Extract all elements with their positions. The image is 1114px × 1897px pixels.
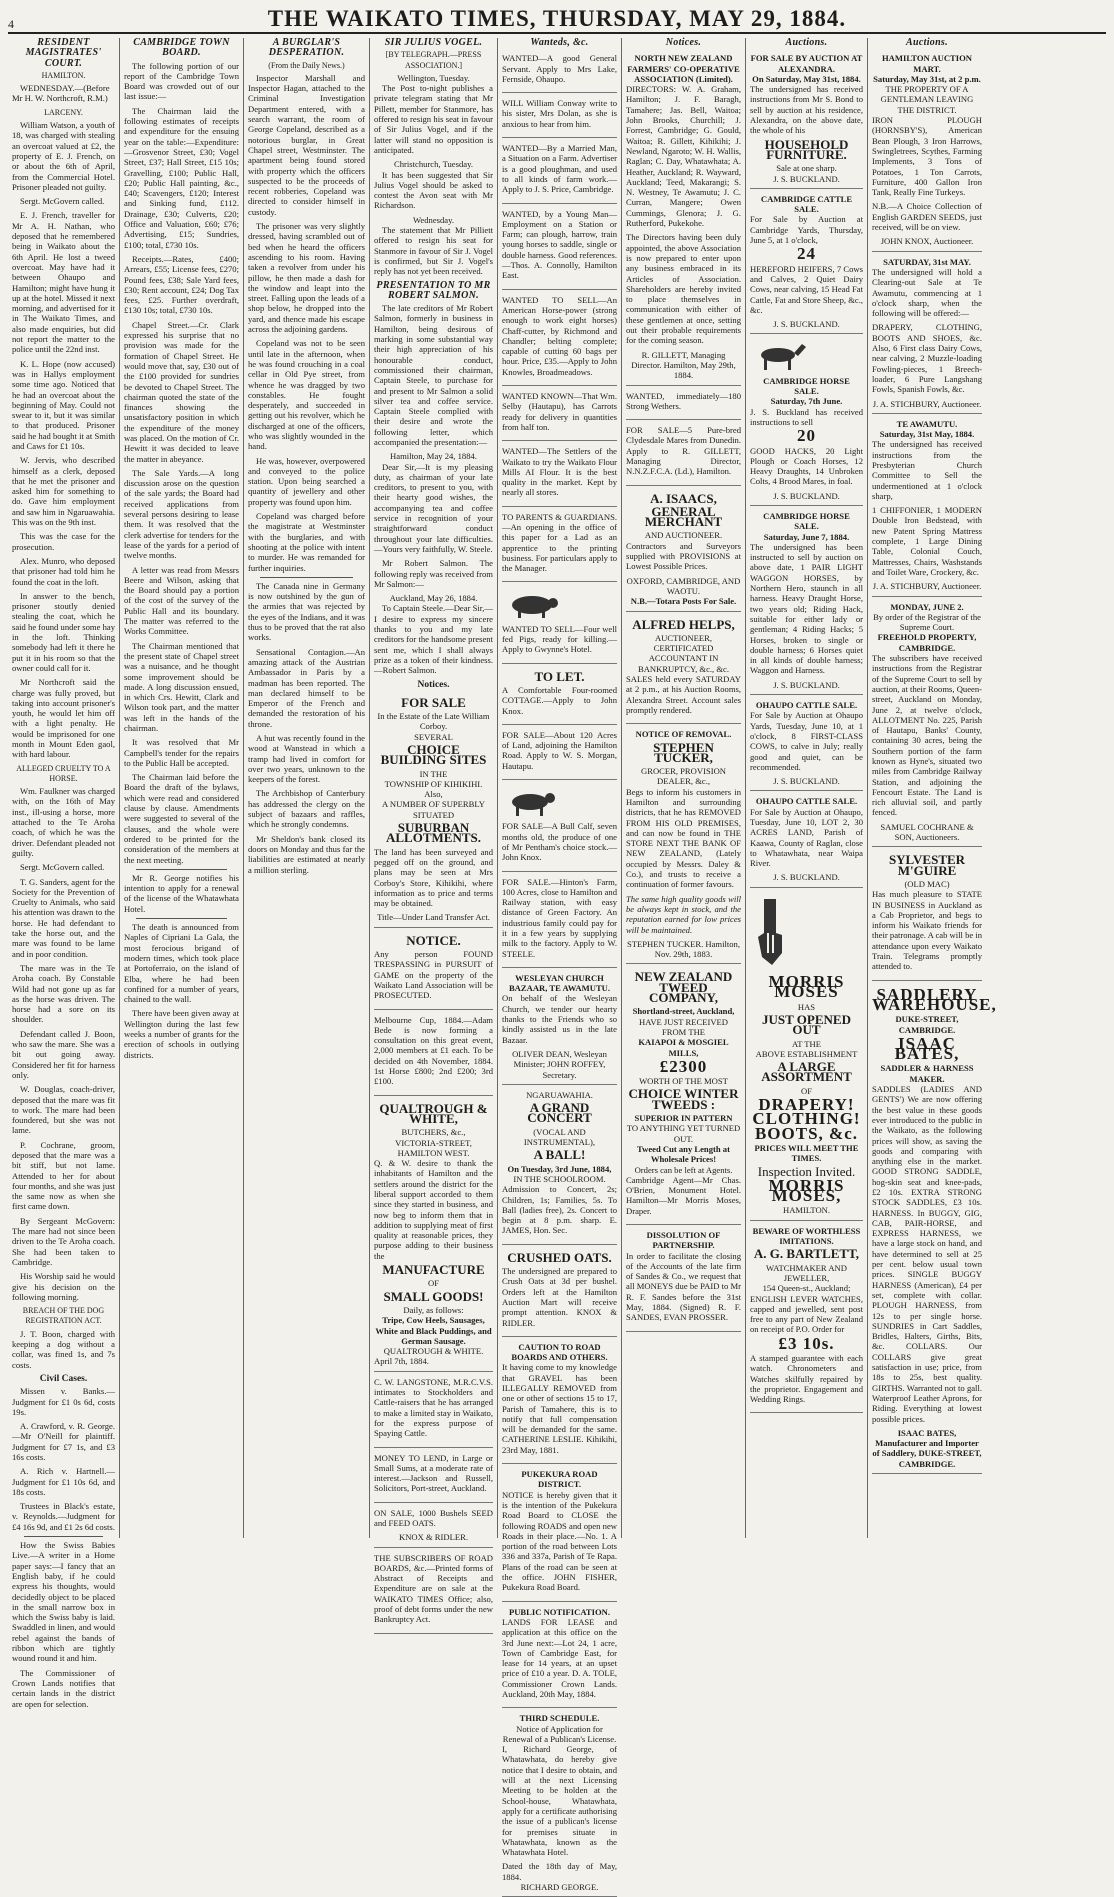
dateline: Auckland, May 26, 1884. (389, 593, 478, 604)
auction-ad: TE AWAMUTU. Saturday, 31st May, 1884. The undersigned has received instructions from the Presbyterian Church Committee to Sell the undermentioned at 1 o'clock sharp, 1 CHIFFONIER, 1 MODERN Double Iron Bedstead, with new Patent Spring Mattress complete, 1 Large Dining Table, Colonial Couch, Mattresses, Chairs, Washstands and Toilet Ware, Crockery, &c. J. A. STICHBURY, Auctioneer. (872, 416, 982, 597)
burglar-source: (From the Daily News.) (268, 60, 345, 70)
mares-sale-ad: FOR SALE—5 Pure-bred Clydesdale Mares from Dunedin. Apply to R. GILLETT, Managing Director, N.N.Z.F.C.A. (Ld.), Hamilton. (626, 422, 741, 485)
dog-act-heading: BREACH OF THE DOG REGISTRATION ACT. (22, 1306, 105, 1326)
court-paragraph: P. Cochrane, groom, deposed that the mare was a bit stiff, but not lame. Attended to her for about four months, and she was just the same now as when she first came down. (12, 1139, 115, 1212)
town-board-paragraph: The Chairman mentioned that the present state of Chapel street was a nuisance, and he thought some improvement should be made. A long discussion ensued, in which Crs. Hewitt, Clark and Wilson took part, and the matter was left in the hands of the chairman. (124, 640, 239, 733)
civil-case: A. Rich v. Hartnell.—Judgment for £1 10s 6d, and 18s costs. (12, 1466, 115, 1497)
wanted-ad: WANTED TO SELL—An American Horse-power (strong enough to work eight horses) Chaff-cutter, by Richmond and Chandler; belting complete; capable of cutting 60 bags per hour. Price, £35.—Apply to John Knowles, Broadmeadows. (502, 292, 617, 386)
schools-note: There have been given away at Wellington during the last few weeks a number of grants for the erection of schools in outlying districts. (124, 1008, 239, 1060)
column-wanteds (498, 37, 622, 1893)
column-town-board (120, 38, 244, 1538)
civil-case: A. Crawford, v. R. George.—Mr O'Neill for plaintiff. Judgment for £7 1s, and £3 16s costs. (12, 1421, 115, 1462)
melbourne-cup-ad: Melbourne Cup, 1884.—Adam Bede is now forming a consultation on this great event, 2,000 members at £1 each. To be decided on 4th November, 1884. 1st Horse £800; 2nd £200; 3rd £100. (374, 1012, 493, 1096)
court-paragraph: Defendant called J. Boon, who saw the mare. She was a bit out going away. Considered her fit for harness only. (12, 1028, 115, 1080)
court-paragraph: Wm. Faulkner was charged with, on the 16th of May inst., ill-using a horse, more attached to the Te Aroha coach, of which he was the driver. Defendant pleaded not guilty. (12, 786, 115, 858)
court-paragraph: K. L. Hope (now accused) was in Hallys employment some time ago. Noticed that he had an overcoat about the beginning of May. Could not swear to it, but it was similar to that produced. Prisoner said he had bought it at Smith and Caws for £1 10s. (12, 358, 115, 451)
burglar-paragraph: He was, however, overpowered and conveyed to the police station. Upon being searched a quantity of jewellery and other property was found upon him. (248, 455, 365, 507)
burglar-paragraph: Copeland was not to be seen until late in the afternoon, when he was found crouching in a coal cellar in Old Pye street, from whence he was dragged by two constables. He fought desperately, and succeeded in getting out his revolver, which he discharged at one of the officers, who was slightly wounded in the hand. (248, 338, 365, 452)
court-paragraph: T. G. Sanders, agent for the Society for the Prevention of Cruelty to Animals, who said his attention was drawn to the horse. He had defendant to take the horse out, and the mare was found to be lame and in poor condition. (12, 876, 115, 959)
vogel-paragraph: It has been suggested that Sir Julius Vogel should be asked to contest the Avon seat with Mr Richardson. (374, 169, 493, 211)
town-board-paragraph: The Chairman laid before the Board the draft of the bylaws, which were read and considered clause by clause. Amendments were suggested to several of the clauses, and the whole were ordered to be printed for the consideration of the members at the next meeting. (124, 772, 239, 865)
wethers-wanted-ad: WANTED, immediately—180 Strong Wethers. (626, 388, 741, 421)
court-paragraph: Sergt. McGovern called. (20, 862, 105, 873)
license-note: Mr R. George notifies his intention to apply for a renewal of the license of the Whatawhata Hotel. (124, 872, 239, 914)
news-item: The Archbishop of Canterbury has addressed the clergy on the subject of bazaars and raffles, which he strongly condemns. (248, 788, 365, 830)
notices-heading: Notices. (665, 37, 702, 48)
presentation-paragraph: Dear Sir,—It is my pleasing duty, as chairman of your late creditors, to present to you, with their hearty good wishes, the accompanying tea and coffee service in recognition of your straightforward conduct throughout your late difficulties.—Yours very faithfully, W. Steele. (374, 461, 493, 554)
pointing-hand-icon (750, 897, 790, 967)
wanted-ad: TO PARENTS & GUARDIANS.—An opening in the office of this paper for a Lad as an apprentice to the printing business. For particulars apply to the Manager. (502, 509, 617, 583)
crown-lands-notice: The Commissioner of Crown Lands notifies that certain lands in the district are open for selection. (12, 1667, 115, 1709)
court-paragraph: The mare was in the Te Aroha coach. By Constable Wild had not gone up as far as the horse was driven. The horse had a sore on its shoulder. (12, 962, 115, 1025)
dateline: Wellington, Tuesday. (397, 72, 470, 83)
town-board-paragraph: The following portion of our report of the Cambridge Town Board was crowded out of our last issue:— (124, 60, 239, 102)
bazaar-notice: WESLEYAN CHURCH BAZAAR, TE AWAMUTU. On behalf of the Wesleyan Church, we tender our hearty thanks to the Friends who so kindly assisted us in the late Bazaar. OLIVER DEAN, Wesleyan Minister; JOHN ROFFEY, Secretary. (502, 970, 617, 1085)
auction-ad: CAMBRIDGE CATTLE SALE. For Sale by Auction at Cambridge Yards, Thursday, June 5, at 1 o'clock, 24 HEREFORD HEIFERS, 7 Cows and Calves, 2 Quiet Dairy Cows, near calving, 15 Head Fat Cattle, Fat and Store Sheep, &c., &c. J. S. BUCKLAND. (750, 191, 863, 335)
vogel-heading: SIR JULIUS VOGEL. (384, 37, 483, 48)
dateline: Hamilton, May 24, 1884. (390, 451, 477, 462)
farm-sale-ad: FOR SALE.—Hinton's Farm, 100 Acres, close to Hamilton and Railway station, with easy distance of Green Factory. An industrious family could pay for it in a few years by supplying milk to the factory. Apply to W. STEELE. (502, 874, 617, 968)
newspaper-title: THE WAIKATO TIMES, THURSDAY, MAY 29, 1884. (267, 6, 847, 31)
auctions-heading: Auctions. (785, 37, 828, 48)
notices-heading: Notices. (417, 679, 450, 690)
wanted-ad: WANTED, by a Young Man—Employment on a Station or Farm; can plough, harrow, train young horses to saddle, single or double harness. Good references.—Thos. A. Connolly, Hamilton East. (502, 206, 617, 290)
auction-ad: FOR SALE BY AUCTION AT ALEXANDRA. On Saturday, May 31st, 1884. The undersigned has received instructions from Mr S. Bond to sell by auction at his residence, Alexandra, on the above date, the whole of his HOUSEHOLD FURNITURE. Sale at one sharp. J. S. BUCKLAND. (750, 50, 863, 189)
burglar-paragraph: Inspector Marshall and Inspector Hagan, attached to the Criminal Investigation Department entered, with a search warrant, the room of George Copeland, described as a notorious burglar, in Great Chapel street, Westminster. The apartment being found stored with property which the officers suspected to be the proceeds of recent robberies, Copeland was directed to consider himself in custody. (248, 72, 365, 217)
bull-calf-ad: FOR SALE—A Bull Calf, seven months old, the produce of one of Mr Pentham's choice stock.—John Knox. (502, 782, 617, 871)
column-notices (622, 38, 746, 1538)
burglar-paragraph: The prisoner was very slightly dressed, having scrambled out of bed when he heard the officers ascending to his room. Having taken a revolver from under his pillow, he then made a dash for the window and leapt into the street. Falling upon the leads of a shop below, he dropped into the yard, and thence made his escape across the adjoining gardens. (248, 221, 365, 335)
vogel-source: [BY TELEGRAPH.—PRESS ASSOCIATION.] (385, 50, 482, 70)
morris-moses-ad: MORRIS MOSES HAS JUST OPENED OUT AT THE ABOVE ESTABLISHMENT A LARGE ASSORTMENT OF DRAPERY! CLOTHING! BOOTS, &c. PRICES WILL MEET THE TIMES. Inspection Invited. MORRIS MOSES, HAMILTON. (750, 890, 863, 1221)
civil-case: Missen v. Banks.—Judgment for £1 0s 6d, costs 19s. (12, 1386, 115, 1417)
court-paragraph: J. T. Boon, charged with keeping a dog without a collar, was fined 1s, and 7s costs. (12, 1328, 115, 1370)
auction-ad: OHAUPO CATTLE SALE. For Sale by Auction at Ohaupo Yards, Tuesday, June 10, at 1 o'clock, 8 FIRST-CLASS COWS, to calve in July; really good and quiet, can be recommended. J. S. BUCKLAND. (750, 697, 863, 791)
brigand-article: The death is announced from Naples of Cipriani La Gala, the most ferocious brigand of modern times, which took place at Portoferraio, on the island of Elba, where he had been confined for a number of years, chained to the wall. (124, 922, 239, 1005)
auction-ad: CAMBRIDGE HORSE SALE. Saturday, 7th June. J. S. Buckland has received instructions to sell 20 GOOD HACKS, 20 Light Plough or Coach Horses, 12 Heavy Draughts, 14 Unbroken Colts, 4 Brood Mares, in foal. J. S. BUCKLAND. (750, 336, 863, 506)
auction-ad: SATURDAY, 31st MAY. The undersigned will hold a Clearing-out Sale at Te Awamutu, commencing at 1 o'clock sharp, when the following will be offered:— DRAPERY, CLOTHING, BOOTS AND SHOES, &c. Also, 6 First class Dairy Cows, near calving, 2 Muzzle-loading Fowling-pieces, 1 Breech-loader, 6 Pure Langshang Fowls, Spanish Fowls, &c. J. A. STICHBURY, Auctioneer. (872, 254, 982, 414)
third-schedule: THIRD SCHEDULE. Notice of Application for Renewal of a Publican's License. I, Richard George, of Whatawhata, do hereby give notice that I desire to obtain, and will at the next Licensing Meeting to be holden at the School-house, Whatawhata, apply for a certificate authorising the issue of a publican's license for premises situate in Whatawhata, known as the Whatawhata Hotel. Dated the 18th day of May, 1884. RICHARD GEORGE. (502, 1710, 617, 1897)
crushed-oats-ad: CRUSHED OATS. The undersigned are prepared to Crush Oats at 3d per bushel. Orders left at the Hamilton Auction Mart will receive prompt attention. KNOX & RIDLER. (502, 1247, 617, 1337)
court-paragraph: This was the case for the prosecution. (12, 531, 115, 552)
news-item: Sensational Contagion.—An amazing attack of the Austrian Ambassador in Paris by a madman has been reported. The man declared himself to be Emperor of the French and demanded the restoration of his throne. (248, 646, 365, 729)
town-board-paragraph: A letter was read from Messrs Beere and Wilson, asking that the Board should pay a portion of the cost of the survey of the Public Hall and its boundary. The matter was referred to the Works Committee. (124, 564, 239, 637)
court-heading: RESIDENT MAGISTRATES' COURT. (25, 37, 102, 69)
court-paragraph: In answer to the bench, prisoner stoutly denied stealing the coat, which he said he found under some hay in the loft. Thinking somebody had left it there he put it in his room so that the owner could call for it. (12, 590, 115, 673)
dateline: Christchurch, Tuesday. (394, 159, 473, 170)
page-columns (8, 37, 1106, 1893)
road-board-forms-ad: THE SUBSCRIBERS OF ROAD BOARDS, &c.—Printed forms of Abstract of Receipts and Expenditure are on sale at the WAIKATO TIMES Office; also, proof of debt forms under the new Bankruptcy Act. (374, 1550, 493, 1634)
presentation-heading: PRESENTATION TO MR ROBERT SALMON. (376, 279, 491, 301)
town-board-heading: CAMBRIDGE TOWN BOARD. (133, 37, 230, 59)
court-paragraph: William Watson, a youth of 18, was charged with stealing an overcoat valued at £2, the property of E. J. French, on or about the 6th of April, from the Commercial Hotel. Prisoner pleaded not guilty. (12, 120, 115, 192)
masthead (8, 4, 1106, 34)
court-paragraph: E. J. French, traveller for Mr A. H. Nathan, who deposed that he remembered being in Waikato about the 6th April. He lost a tweed overcoat. May have had it between Ohaupo and Hamilton; might have hung it up at the hotel. Missed it next morning, and advertised for it in The Waikato Times, and also made enquiries, but did not report the matter to the police until the 22nd inst. (12, 210, 115, 355)
burglar-heading: A BURGLAR'S DESPERATION. (268, 37, 345, 59)
wanted-ad: WANTED—By a Married Man, a Situation on a Farm. Advertiser is a good ploughman, and used to all kinds of farm work.—Apply to J. S. Price, Cambridge. (502, 140, 617, 203)
vogel-paragraph: The statement that Mr Pilliett offered to resign his seat for Stanmore in favour of Sir J. Vogel is confirmed, but Sir J. Vogel's reply has not yet been received. (374, 225, 493, 277)
tucker-removal-ad: NOTICE OF REMOVAL. STEPHEN TUCKER, GROCER, PROVISION DEALER, &c., Begs to inform his customers in Hamilton and surrounding districts, that he has REMOVED FROM HIS OLD PREMISES, and can now be found in THE STORE NEXT THE BANK OF NEW ZEALAND, (Lately occupied by Messrs. Daley & Co.), and trusts to receive a continuation of former favours. The same high quality goods will be always kept in stock, and the reputation earned for low prices will be maintained. STEPHEN TUCKER. Hamilton, Nov. 29th, 1883. (626, 726, 741, 964)
news-item: A hut was recently found in the wood at Wanstead in which a tramp had lived in comfort for over two years, unknown to the keepers of the forest. (248, 733, 365, 785)
pig-ad: WANTED TO SELL—Four well fed Pigs, ready for killing.—Apply to Gwynne's Hotel. (502, 584, 617, 663)
court-paragraph: W. Jervis, who described himself as a clerk, deposed that he met the prisoner and asked him for something to do. Gave him employment and saw him in Ngaruawahia. This was on the 9th inst. (12, 455, 115, 528)
column-auctions-1 (746, 38, 868, 1538)
column-auctions-2 (868, 37, 997, 1538)
helps-ad: ALFRED HELPS, AUCTIONEER, CERTIFICATED ACCOUNTANT IN BANKRUPTCY, &c., &c. SALES held every SATURDAY at 2 p.m., at his Auction Rooms, Alexandra Street. Account sales promptly rendered. (626, 614, 741, 725)
pig-icon (502, 589, 562, 619)
wanteds-heading: Wanteds, &c. (530, 37, 589, 48)
auction-ad: MONDAY, JUNE 2. By order of the Registrar of the Supreme Court. FREEHOLD PROPERTY, CAMBRIDGE. The subscribers have received instructions from the Registrar of the Supreme Court to sell by auction, at their Rooms, Queen-street, Auckland on Monday, June 2, at twelve o'clock, ALLOTMENT No. 225, Parish of Hautapu, Banks' County, containing 30 acres, being the Southern portion of the farm known as Hyne's, situated two miles from Cambridge Railway Station, and adjoining the Fencourt Estate. The Land is rich alluvial soil, and partly fenced. SAMUEL COCHRANE & SON, Auctioneers. (872, 599, 982, 848)
cruelty-heading: ALLEGED CRUELTY TO A HORSE. (16, 763, 111, 783)
for-sale-ad: FOR SALE—About 120 Acres of Land, adjoining the Hamilton Road. Apply to W. S. Morgan, Hautapu. (502, 727, 617, 780)
news-item: The Canada nine in Germany is now outshined by the gun of the armies that was rejected by the eyes of the Indians, and it was thus to be proved that the rat also works. (248, 580, 365, 643)
horse-icon (750, 341, 810, 371)
court-paragraph: W. Douglas, coach-driver, deposed that the mare was fit to work. The mare had been foundered, but she was not lame. (12, 1084, 115, 1136)
column-vogel (370, 37, 498, 1625)
oats-sale-ad: ON SALE, 1000 Bushels SEED and FEED OATS. KNOX & RIDLER. (374, 1505, 493, 1548)
swiss-babies-article: How the Swiss Babies Live.—A writer in a Home paper says:—I fancy that an English baby, if he could express his thoughts, would decidedly object to be placed in the small narrow box in which the Swiss baby is laid. Swaddled in linen, and would rebel against the bands of ribbon which are tightly wound round it and him. (12, 1540, 115, 1664)
court-paragraph: Mr Northcroft said the charge was fully proved, but taking into account prisoner's youth, he would let him off with a light penalty. He would be imprisoned for one month in Mount Eden gaol, with hard labour. (12, 677, 115, 760)
larceny-heading: LARCENY. (44, 107, 83, 117)
farmers-association-ad: NORTH NEW ZEALAND FARMERS' CO-OPERATIVE ASSOCIATION (Limited). DIRECTORS: W. A. Graham, Hamilton; J. F. Baragh, Tamahere; Jas. Bell, Waitoa; John Brooks, Churchill; J. Forrest, Cambridge; G. Gould, Waitoa; R. Gillett, Kihikihi; J. Newland, Ngaroto; W. H. Wallis, Raglan; C. Day, Whatawhata; A. Heather, Auckland; R. Wayward, Auckland; Teed, Makarangi; S. N. Westney, Te Awamutu; J. C. Curran, Mangere; Owen Cummings, Glenora; J. G. Rutherford, Pukekohe. The Directors having been duly appointed, the above Association is now prepared to enter upon any business embraced in its Articles of Association. Shareholders are hereby invited to place themselves in communication with either of these gentlemen at once, setting out their probable requirements for the coming season. R. GILLETT, Managing Director. Hamilton, May 29th, 1884. (626, 50, 741, 385)
langstone-ad: C. W. LANGSTONE, M.R.C.V.S. intimates to Stockholders and Cattle-raisers that he has arranged to make a limited stay in Waikato, for the express purpose of Spaying Cattle. (374, 1374, 493, 1448)
burglar-paragraph: Copeland was charged before the magistrate at Westminster with the burglaries, and with shooting at the police with intent to murder. He was remanded for further inquiries. (248, 511, 365, 573)
bartlett-ad: BEWARE OF WORTHLESS IMITATIONS. A. G. BARTLETT, WATCHMAKER AND JEWELLER, 154 Queen-st., Auckland; ENGLISH LEVER WATCHES, capped and jewelled, sent post free to any part of New Zealand on receipt of P.O. Order for £3 10s. A stamped guarantee with each watch. Chronometers and Watches skilfully repaired by the proprietor. Engagement and Wedding Rings. (750, 1223, 863, 1414)
civil-cases-heading: Civil Cases. (39, 1373, 88, 1384)
presentation-paragraph: To Captain Steele.—Dear Sir,—I desire to express my sincere thanks to you and my late creditors for the handsome present sent me, which I shall always prize as a token of their kindness.—Robert Salmon. (374, 603, 493, 676)
auction-ad: HAMILTON AUCTION MART. Saturday, May 31st, at 2 p.m. THE PROPERTY OF A GENTLEMAN LEAVING THE DISTRICT. IRON PLOUGH (HORNSBY'S), American Bean Plough, 3 Iron Harrows, Swingletrees, Scythes, Farming Implements, 3 Tons of Potatoes, 1 Ton Carrots, Furniture, 400 Gallon Iron Tank, Really Fine Turkeys. N.B.—A Choice Collection of English GARDEN SEEDS, just received, will be on view. JOHN KNOX, Auctioneer. (872, 50, 982, 251)
presentation-paragraph: The late creditors of Mr Robert Salmon, formerly in business in Hamilton, being desirous of marking in some substantial way their high appreciation of his honourable conduct, commissioned their chairman, Captain Steele, to purchase for and present to Mr Salmon a solid silver tea and coffee service. Captain Steele complied with their desire and wrote the following letter, which accompanied the presentation:— (374, 303, 493, 447)
bull-icon (502, 787, 562, 817)
concert-ad: NGARUAWAHIA. A GRAND CONCERT (VOCAL AND INSTRUMENTAL), A BALL! On Tuesday, 3rd June, 1884, IN THE SCHOOLROOM. Admission to Concert, 2s; Children, 1s; Families, 5s. To Ball (ladies free), 2s. Concert to begin at 8 p.m. sharp. E. JAMES, Hon. Sec. (502, 1087, 617, 1245)
court-date: WEDNESDAY.—(Before Mr H. W. Northcroft, R.M.) (12, 83, 110, 104)
dateline: Wednesday. (413, 214, 454, 225)
vogel-paragraph: The Post to-night publishes a private telegram stating that Mr Pillett, member for Stanmore, has offered to resign his seat in favour of Sir Julius Vogel, and if the latter will stand no opposition is anticipated. (374, 83, 493, 155)
court-paragraph: Alex. Munro, who deposed that prisoner had told him he found the coat in the loft. (12, 555, 115, 587)
court-paragraph: Sergt. McGovern called. (20, 196, 105, 207)
court-place: HAMILTON. (41, 70, 86, 80)
civil-case: Trustees in Black's estate, v. Reynolds.—Judgment for £4 16s 9d, and £1 2s 6d costs. (12, 1501, 115, 1532)
pukekura-notice: PUKEKURA ROAD DISTRICT. NOTICE is hereby given that it is the intention of the Pukekura Road Board to CLOSE the following ROADS and open new Roads in their place.—No. 1. A portion of the road between Lots 336 and 337a, Parish of Te Rapa. Plans of the road can be seen at the office. JOHN FISHER, Pukekura Road Board. (502, 1466, 617, 1602)
column-burglar (244, 38, 370, 1538)
wanted-ad: WANTED—The Settlers of the Waikato to try the Waikato Flour Mills AI Flour. It is the best quality in the market. Kept by nearly all stores. (502, 443, 617, 506)
news-item: Mr Sheldon's bank closed its doors on Monday and thus far the liabilities are estimated at nearly a million sterling. (248, 833, 365, 875)
caution-notice: CAUTION TO ROAD BOARDS AND OTHERS. It having come to my knowledge that GRAVEL has been ILLEGALLY REMOVED from one or other of sections 15 to 17, Parish of Tamahere, this is to notify that full compensation will be demanded for the same. CATHERINE LESLIE. Kihikihi, 23rd May, 1881. (502, 1339, 617, 1464)
to-let-ad: TO LET. A Comfortable Four-roomed COTTAGE.—Apply to John Knox. (502, 666, 617, 725)
presentation-paragraph: Mr Robert Salmon. The following reply was received from Mr Salmon:— (374, 558, 493, 589)
town-board-paragraph: The Sale Yards.—A long discussion arose on the question of the sale yards; the Board had received applications from several persons desiring to lease them. It was resolved that the clerk advertise for tenders for the lease of the yards for a period of twelve months. (124, 467, 239, 561)
auction-ad: CAMBRIDGE HORSE SALE. Saturday, June 7, 1884. The undersigned has been instructed to sell by auction on above date, 1 PAIR LIGHT WAGGON HORSES, by Northern Hero, staunch in all harness. Heavy Draught Horse, two years old; Riding Hack, suitable for either lady or gentleman; 4 Riding Hacks; 5 Horses, broken to single or double harness; 6 Horses quiet in all kinds of double harness; Waggon and Harness. J. S. BUCKLAND. (750, 508, 863, 695)
town-board-paragraph: Receipts.—Rates, £400; Arrears, £55; License fees, £270; Pound fees, £38; Sale Yard fees, £30; Rent account, £24; Dog Tax fees, £25. Further overdraft, £130 10s; total, £730 10s. (124, 253, 239, 316)
column-court (8, 37, 120, 1709)
corboy-estate-ad: FOR SALE In the Estate of the Late William Corboy. SEVERAL CHOICE BUILDING SITES IN THE TOWNSHIP OF KIHIKIHI. Also, A NUMBER OF SUPERBLY SITUATED SUBURBAN ALLOTMENTS. The land has been surveyed and pegged off on the ground, and plans may be seen at Mrs Corboy's Store, Kihikihi, where information as to price and terms may be obtained. Title—Under Land Transfer Act. (374, 692, 493, 928)
dissolution-notice: DISSOLUTION OF PARTNERSHIP. In order to facilitate the closing of the Accounts of the late firm of Sandes & Co., we request that all MONEYS due be PAID to Mr R. F. Sandes before the 31st May, 1884. (Signed) R. F. SANDES, EVAN PROSSER. (626, 1227, 741, 1332)
saddlery-ad: SADDLERY WAREHOUSE, DUKE-STREET, CAMBRIDGE. ISAAC BATES, SADDLER & HARNESS MAKER. SADDLES (LADIES AND GENTS') We are now offering the best value in these goods ever introduced to the public in the Waikato, as the following prices will show, as saving the goods and comparing with anything else in the market. GOOD STRONG SADDLE, hog-skin seat and knee-pads, £2 10s. EXTRA STRONG STOCK SADDLES, £3 10s. HARNESS. In BUGGY, GIG, CAB, PAIR-HORSE, and EXPRESS HARNESS, we have a large stock on hand, and have determined to sell at 25 per cent. below usual town prices. SINGLE BUGGY HARNESS (American), £4 per set, complete with collar. PLOUGH HARNESS, from 12s to per single horse. SUNDRIES in Cart Saddles, Bridles, Halters, Girths, Bits, &c. COLLARS. Our COLLARS give great satisfaction in use; price, from 18s to 25s, best quality. GIRTHS. Warranted not to gall. Waterproof Leather Aprons, for Riding. Everything at lowest possible prices. ISAAC BATES, Manufacturer and Importer of Saddlery, DUKE-STREET, CAMBRIDGE. (872, 983, 982, 1474)
tweed-company-ad: NEW ZEALAND TWEED COMPANY, Shortland-street, Auckland, HAVE JUST RECEIVED FROM THE KAIAPOI & MOSGIEL MILLS, £2300 WORTH OF THE MOST CHOICE WINTER TWEEDS : SUPERIOR IN PATTERN TO ANYTHING YET TURNED OUT. Tweed Cut any Length at Wholesale Prices! Orders can be left at Agents. Cambridge Agent—Mr Chas. O'Brien, Monument Hotel. Hamilton—Mr Morris Moses, Draper. (626, 966, 741, 1225)
town-board-paragraph: The Chairman laid the following estimates of receipts and expenditure for the ensuing year on the table:—Expenditure:—Grosvenor Street, £30; Vogel Street, £37; Hall Street, £15 10s; Gravelling, £100; Public Hall, £20; Public Hall painting, &c., £40; Scavengers, £120; Interest and Sinking fund, £112. Drainage, £30; Culverts, £20; Office and Valuation, £60; £76; Advertising, £15; Sundries, £100; total, £730 10s. (124, 105, 239, 250)
wanted-ad: WILL William Conway write to his sister, Mrs Dolan, as she is anxious to hear from him. (502, 95, 617, 138)
money-ad: MONEY TO LEND, in Large or Small Sums, at a moderate rate of interest.—Jackson and Russell, Solicitors, Port-street, Auckland. (374, 1450, 493, 1503)
wanted-ad: WANTED KNOWN—That Wm. Selby (Hautapu), has Carrots ready for delivery in quantities from half ton. (502, 388, 617, 441)
trespass-notice: NOTICE. Any person FOUND TRESPASSING in PURSUIT of GAME on the property of the Waikato Land Association will be PROSECUTED. (374, 930, 493, 1010)
isaacs-ad: A. ISAACS, GENERAL MERCHANT AND AUCTIONEER. Contractors and Surveyors supplied with PROVISIONS at Lowest Possible Prices. OXFORD, CAMBRIDGE, AND WAOTU. N.B.—Totara Posts For Sale. (626, 488, 741, 612)
town-board-paragraph: It was resolved that Mr Campbell's tender for the repairs to the Public Hall be accepted. (124, 737, 239, 768)
court-paragraph: His Worship said he would give his decision on the following morning. (12, 1271, 115, 1302)
auctions-heading: Auctions. (906, 37, 948, 48)
mcguire-ad: SYLVESTER M'GUIRE (OLD MAC) Has much pleasure to STATE IN BUSINESS in Auckland as a Cab Proprietor, and begs to inform his Waikato friends for their patronage. A cab will be in attendance upon every Waikato Train. Telegrams promptly attended to. (872, 849, 982, 980)
public-notification: PUBLIC NOTIFICATION. LANDS FOR LEASE and application at this office on the 3rd June next:—Lot 24, 1 acre, Town of Cambridge East, for lease for 14 years, at an upset price of £10 a year. D. A. TOLE, Commissioner Crown Lands. Auckland, 20th May, 1884. (502, 1604, 617, 1709)
qualtrough-white-ad: QUALTROUGH & WHITE, BUTCHERS, &c., VICTORIA-STREET, HAMILTON WEST. Q. & W. desire to thank the inhabitants of Hamilton and the settlers around the district for the liberal support accorded to them since they started in business, and now beg to inform them that in addition to supplying meat of first quality at reasonable prices, they purpose adding to their business the MANUFACTURE OF SMALL GOODS! Daily, as follows: Tripe, Cow Heels, Sausages, White and Black Puddings, and German Sausage. QUALTROUGH & WHITE. April 7th, 1884. (374, 1098, 493, 1372)
court-paragraph: By Sergeant McGovern: The mare had not since been driven to the Te Aroha coach. She had been taken to Cambridge. (12, 1215, 115, 1267)
auction-ad: OHAUPO CATTLE SALE. For Sale by Auction at Ohaupo, Tuesday, June 10, LOT 2, 30 ACRES LAND, Parish of Kaawa, County of Raglan, close to Whatawhata, near Waipa River. J. S. BUCKLAND. (750, 793, 863, 887)
town-board-paragraph: Chapel Street.—Cr. Clark expressed his surprise that no provision was made for the formation of Chapel Street. He would move that, say, £30 out of the £100 provided for sundries be devoted to Chapel Street. The chairman quoted the state of the finances showing the unsatisfactory position in which the expenditure of the money was placed. On the motion of Cr. Hewitt it was decided to leave the matter in abeyance. (124, 319, 239, 464)
wanted-ad: WANTED—A good General Servant. Apply to Mrs Lake, Fernside, Ohaupo. (502, 50, 617, 93)
page-number: 4 (8, 17, 14, 31)
